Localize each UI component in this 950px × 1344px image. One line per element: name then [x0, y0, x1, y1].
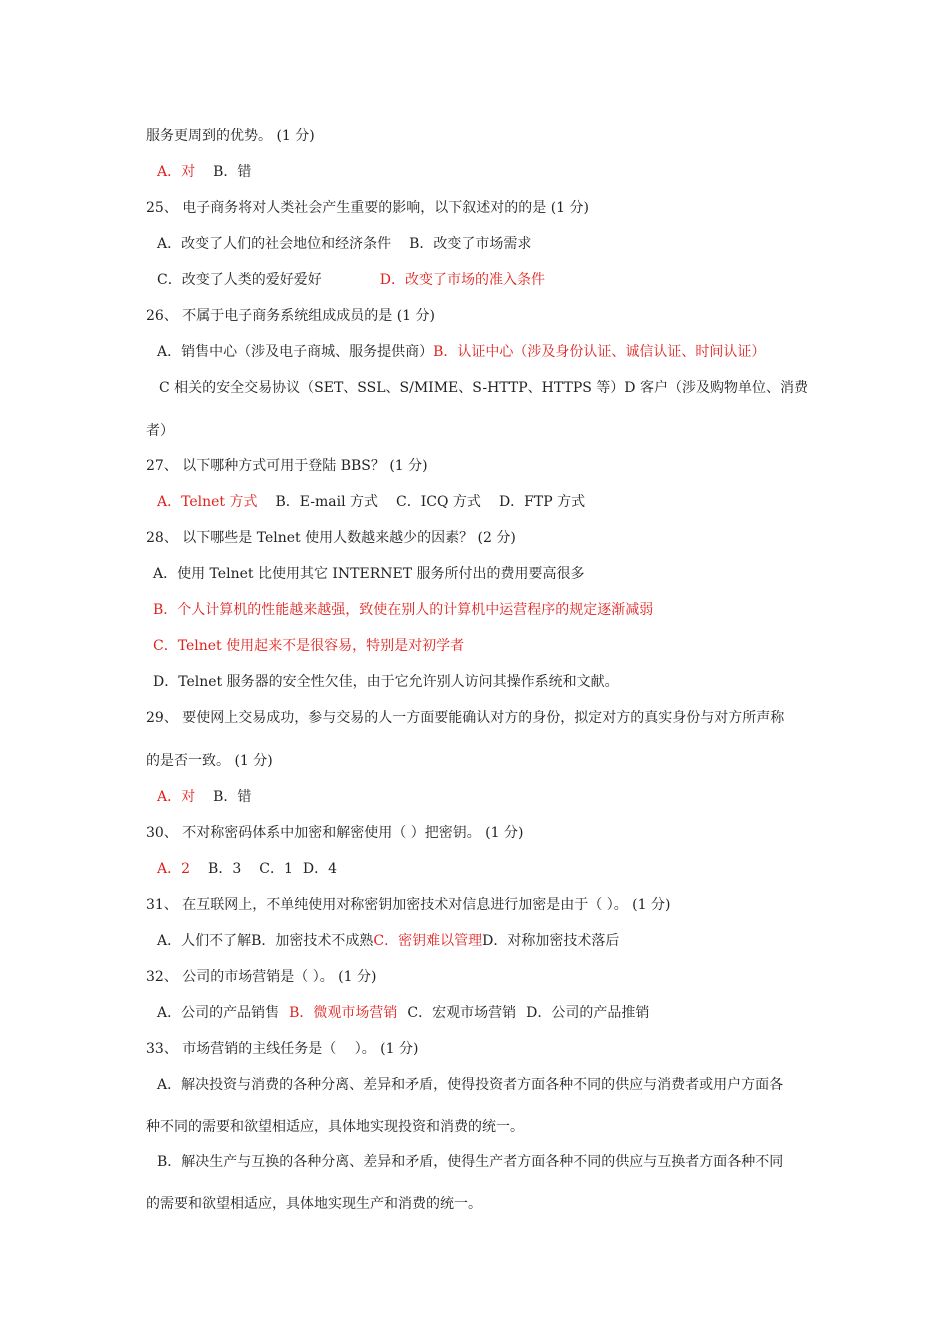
option-d-answer: D．改变了市场的准入条件: [379, 272, 545, 288]
option-b: B．错: [213, 789, 252, 805]
question-33-option-b-cont: 的需要和欲望相适应，具体地实现生产和消费的统一。: [146, 1196, 482, 1212]
option-c: C．1: [259, 861, 293, 877]
option-d: D．公司的产品推销: [526, 1005, 650, 1021]
question-26-options-row3: 者）: [146, 423, 174, 439]
question-31: 31、 在互联网上，不单纯使用对称密钥加密技术对信息进行加密是由于（ ）。 (1 分): [146, 897, 671, 913]
question-26-options-row2: C 相关的安全交易协议（SET、SSL、S/MIME、S-HTTP、HTTPS 等）D 客户（涉及购物单位、消费: [159, 380, 808, 396]
question-26: 26、 不属于电子商务系统组成成员的是 (1 分): [146, 308, 435, 324]
option-b: B．错: [213, 164, 252, 180]
question-28-option-d: D．Telnet 服务器的安全性欠佳，由于它允许别人访问其操作系统和文献。: [153, 674, 619, 690]
question-28-option-a: A．使用 Telnet 比使用其它 INTERNET 服务所付出的费用要高很多: [153, 566, 585, 582]
question-31-options: [157, 931, 619, 951]
question-33: 33、 市场营销的主线任务是（ ）。 (1 分): [146, 1041, 419, 1057]
question-24-options: [157, 162, 251, 182]
option-b: B．改变了市场需求: [409, 236, 532, 252]
option-a-answer: A．Telnet 方式: [157, 494, 258, 510]
option-b: B．E-mail 方式: [275, 494, 379, 510]
question-25-options-row2: [157, 270, 545, 290]
question-25: 25、 电子商务将对人类社会产生重要的影响，以下叙述对的的是 (1 分): [146, 200, 589, 216]
question-24-tail: 服务更周到的优势。 (1 分): [146, 128, 315, 144]
option-c: C．ICQ 方式: [396, 494, 481, 510]
question-28: 28、 以下哪些是 Telnet 使用人数越来越少的因素？ (2 分): [146, 530, 516, 546]
question-32: 32、 公司的市场营销是（ ）。 (1 分): [146, 969, 377, 985]
option-a: A．销售中心（涉及电子商城、服务提供商）: [157, 344, 434, 360]
option-c-answer: C．密钥难以管理: [373, 933, 483, 949]
option-d: D．对称加密技术落后: [482, 933, 620, 949]
question-28-option-c-answer: C．Telnet 使用起来不是很容易，特别是对初学者: [153, 638, 465, 654]
option-c: C．宏观市场营销: [407, 1005, 517, 1021]
option-b-answer: B．认证中心（涉及身份认证、诚信认证、时间认证）: [433, 344, 766, 360]
question-33-option-a-cont: 种不同的需要和欲望相适应，具体地实现投资和消费的统一。: [146, 1119, 524, 1135]
option-d: D．4: [302, 861, 337, 877]
option-a-answer: A．2: [157, 861, 191, 877]
option-b: B．加密技术不成熟: [251, 933, 374, 949]
option-c: C．改变了人类的爱好爱好: [157, 272, 322, 288]
question-29-options: [157, 787, 251, 807]
option-a-answer: A．对: [157, 789, 196, 805]
option-a: A．人们不了解: [157, 933, 252, 949]
question-27: 27、 以下哪种方式可用于登陆 BBS？ (1 分): [146, 458, 428, 474]
question-30-options: [157, 859, 337, 879]
question-27-options: [157, 492, 585, 512]
question-32-options: [157, 1003, 649, 1023]
question-26-options-row1: [157, 342, 765, 362]
question-28-option-b-answer: B．个人计算机的性能越来越强，致使在别人的计算机中运营程序的规定逐渐减弱: [153, 602, 654, 618]
question-33-option-b: B．解决生产与互换的各种分离、差异和矛盾，使得生产者方面各种不同的供应与互换者方面各种不同: [157, 1154, 784, 1170]
option-b-answer: B．微观市场营销: [289, 1005, 398, 1021]
question-33-option-a: A．解决投资与消费的各种分离、差异和矛盾，使得投资者方面各种不同的供应与消费者或用户方面各: [157, 1077, 784, 1093]
option-b: B．3: [208, 861, 242, 877]
question-25-options-row1: [157, 234, 531, 254]
option-a-answer: A．对: [157, 164, 196, 180]
question-30: 30、 不对称密码体系中加密和解密使用（ ）把密钥。 (1 分): [146, 825, 524, 841]
option-a: A．公司的产品销售: [157, 1005, 280, 1021]
option-a: A．改变了人们的社会地位和经济条件: [157, 236, 392, 252]
option-d: D．FTP 方式: [498, 494, 586, 510]
question-29: 29、 要使网上交易成功，参与交易的人一方面要能确认对方的身份，拟定对方的真实身份与对方所声称: [146, 710, 785, 726]
question-29-cont: 的是否一致。 (1 分): [146, 753, 273, 769]
